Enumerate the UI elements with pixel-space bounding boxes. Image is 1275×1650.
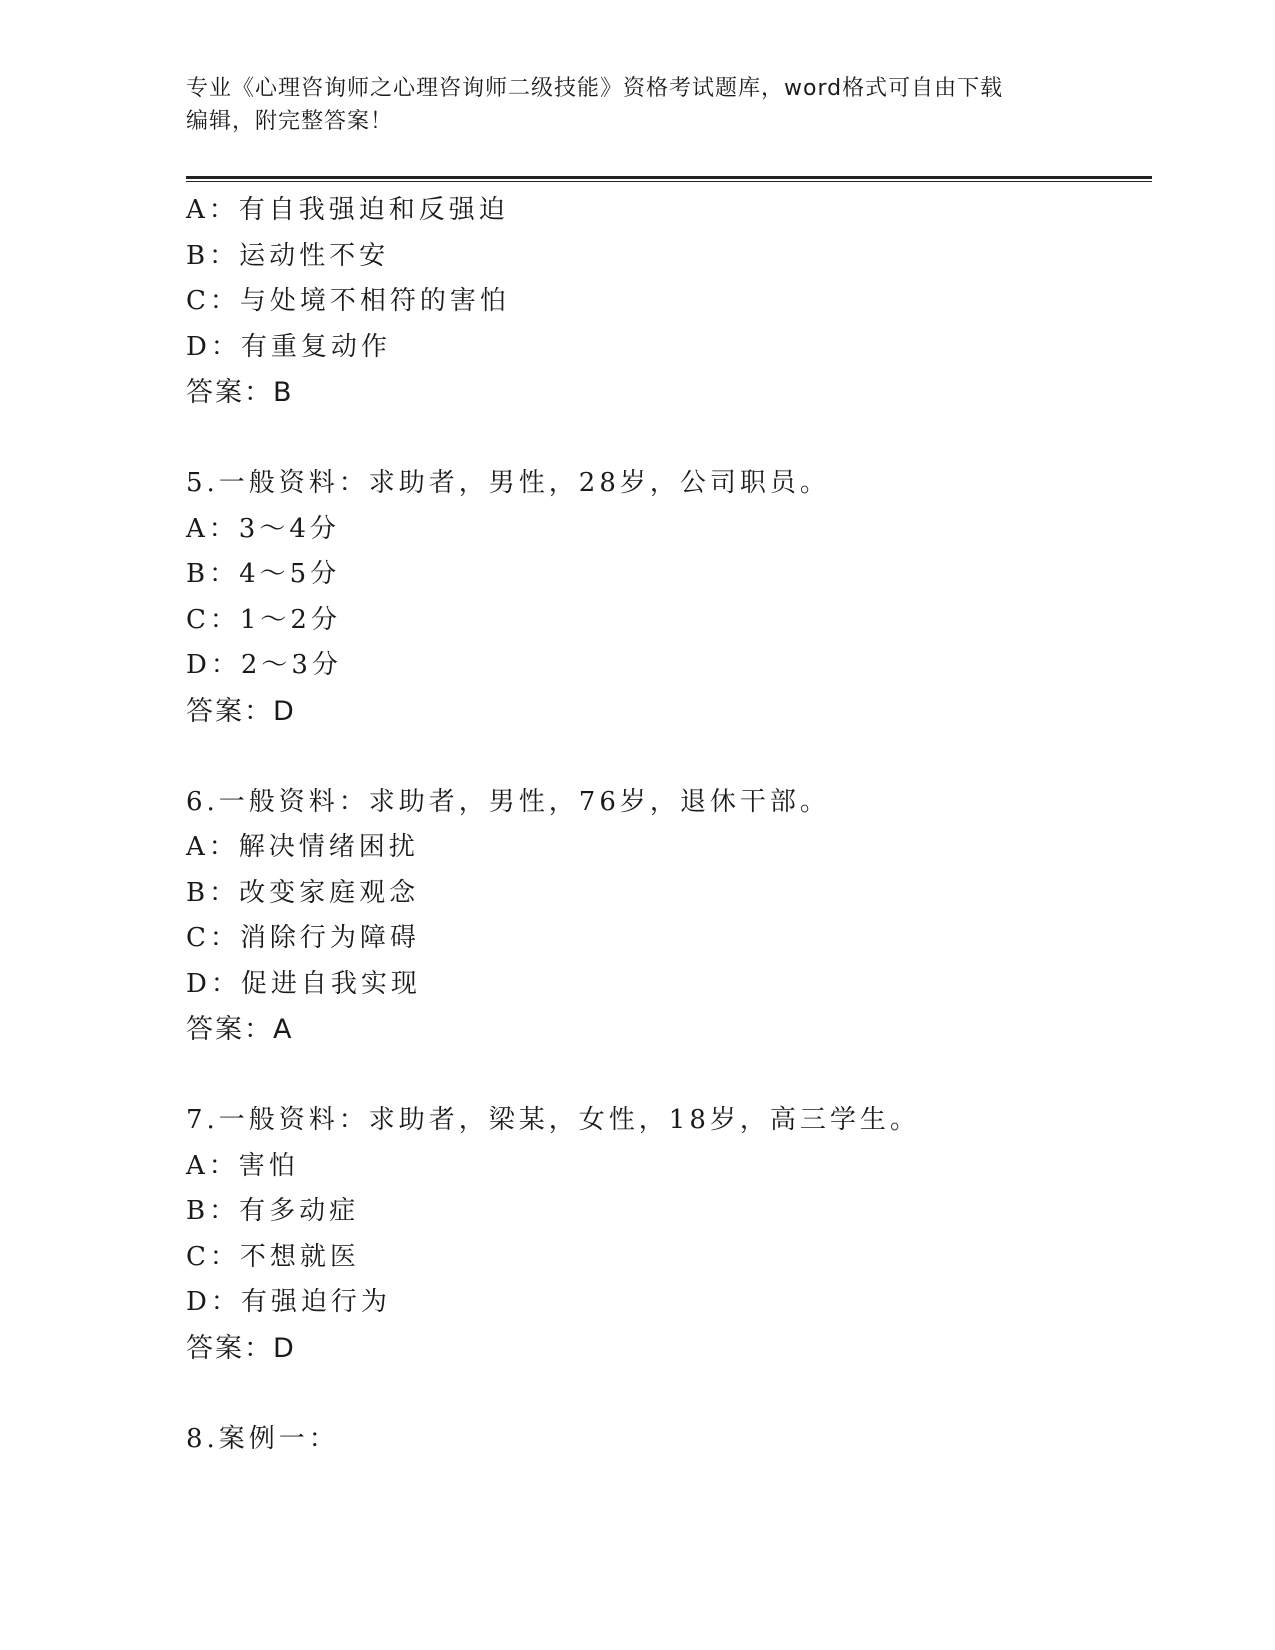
question-stem: 7.一般资料：求助者，梁某，女性，18岁，高三学生。 xyxy=(186,1105,920,1135)
option-c: C：不想就医 xyxy=(186,1241,360,1272)
question-8 xyxy=(186,1417,1152,1463)
option-d: D：有重复动作 xyxy=(186,331,391,362)
question-spacer xyxy=(186,1371,1152,1417)
option-a: A：3～4分 xyxy=(186,513,340,544)
option-b: B：运动性不安 xyxy=(186,240,390,271)
option-a: A：有自我强迫和反强迫 xyxy=(186,195,509,225)
answer-line: 答案：B xyxy=(186,377,294,408)
question-spacer xyxy=(186,734,1152,780)
header-line-2: 编辑，附完整答案！ xyxy=(186,109,394,134)
answer-line: 答案：D xyxy=(186,1332,296,1364)
option-a: A：害怕 xyxy=(186,1150,299,1181)
option-d: D：促进自我实现 xyxy=(186,968,421,999)
option-b: B：改变家庭观念 xyxy=(186,877,420,908)
question-spacer xyxy=(186,416,1152,462)
document-header xyxy=(186,72,1066,138)
option-c: C：1～2分 xyxy=(186,604,341,635)
option-d: D：2～3分 xyxy=(186,650,342,680)
option-d: D：有强迫行为 xyxy=(186,1287,391,1317)
question-4 xyxy=(186,188,1152,416)
question-5 xyxy=(186,461,1152,734)
header-divider-thin xyxy=(186,181,1152,182)
answer-line: 答案：A xyxy=(186,1014,294,1045)
question-list xyxy=(186,188,1152,1462)
option-b: B：有多动症 xyxy=(186,1196,360,1226)
header-line-1: 专业《心理咨询师之心理咨询师二级技能》资格考试题库，word格式可自由下载 xyxy=(186,76,1004,101)
answer-line: 答案：D xyxy=(186,695,296,727)
header-divider-thick xyxy=(186,176,1152,179)
option-a: A：解决情绪困扰 xyxy=(186,832,419,862)
option-c: C：消除行为障碍 xyxy=(186,923,420,953)
question-stem: 5.一般资料：求助者，男性，28岁，公司职员。 xyxy=(186,468,830,498)
question-stem: 8.案例一： xyxy=(186,1423,339,1454)
question-stem: 6.一般资料：求助者，男性，76岁，退休干部。 xyxy=(186,786,830,817)
question-7 xyxy=(186,1098,1152,1371)
question-6 xyxy=(186,780,1152,1053)
option-b: B：4～5分 xyxy=(186,559,341,589)
question-spacer xyxy=(186,1053,1152,1099)
option-c: C：与处境不相符的害怕 xyxy=(186,286,510,316)
